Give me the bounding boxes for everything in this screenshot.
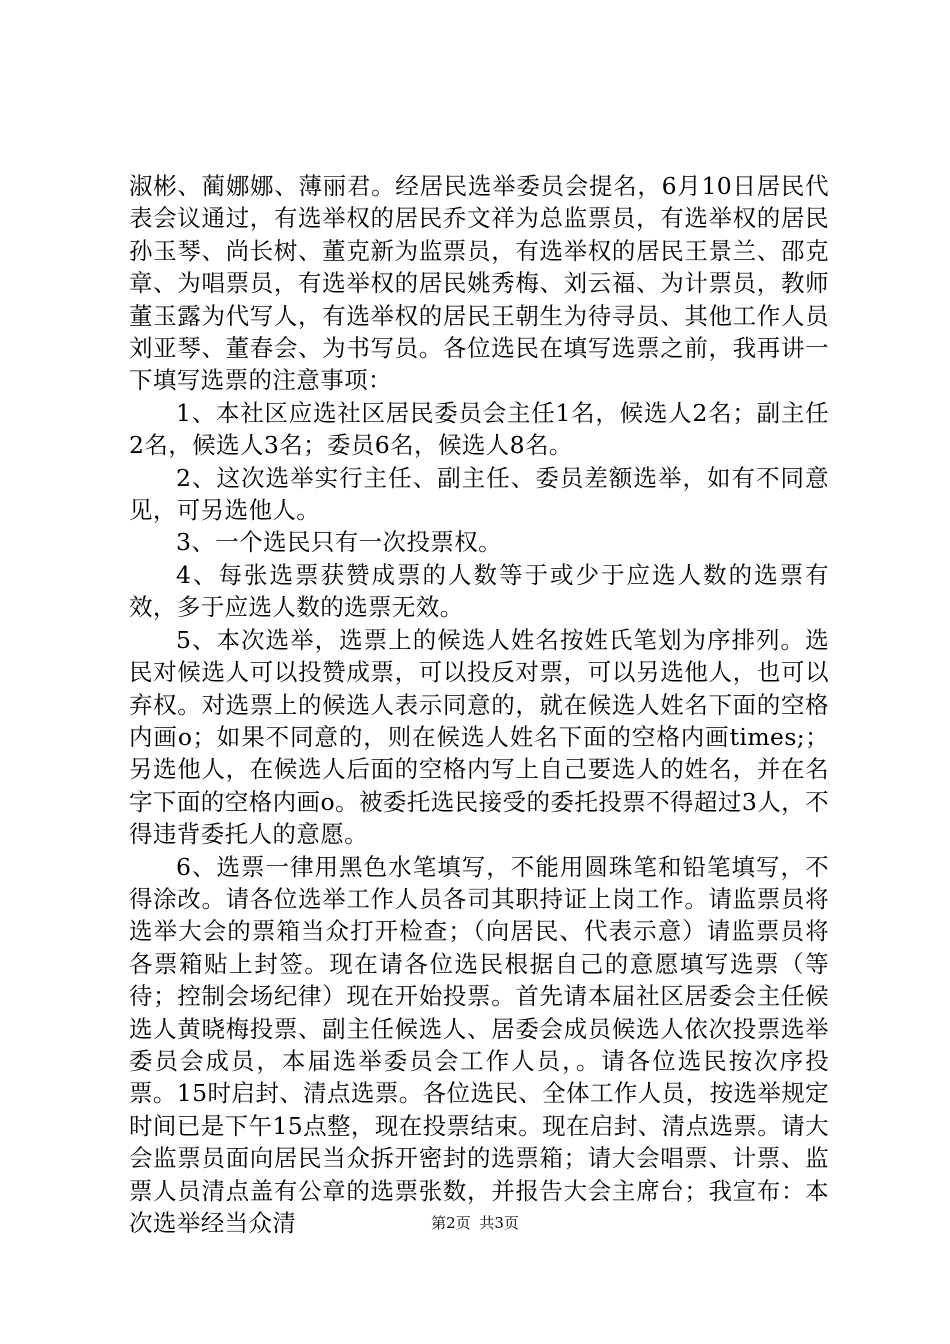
document-body (129, 170, 829, 1239)
paragraph-item-4: 4、每张选票获赞成票的人数等于或少于应选人数的选票有效，多于应选人数的选票无效。 (129, 560, 829, 622)
page-number-total: 共3页 (479, 1214, 519, 1232)
paragraph-intro: 淑彬、蔺娜娜、薄丽君。经居民选举委员会提名，6月10日居民代表会议通过，有选举权的居民乔文祥为总监票员，有选举权的居民孙玉琴、尚长树、董克新为监票员，有选举权的居民王景兰、邵克章、为唱票员，有选举权的居民姚秀梅、刘云福、为计票员，教师董玉露为代写人，有选举权的居民王朝生为待寻员、其他工作人员刘亚琴、董春会、为书写员。各位选民在填写选票之前，我再讲一下填写选票的注意事项： (129, 172, 829, 395)
page-number-current: 第2页 (431, 1214, 471, 1232)
page-footer (0, 1213, 950, 1233)
paragraph-item-5: 5、本次选举，选票上的候选人姓名按姓氏笔划为序排列。选民对候选人可以投赞成票，可以投反对票，可以另选他人，也可以弃权。对选票上的候选人表示同意的，就在候选人姓名下面的空格内画o；如果不同意的，则在候选人姓名下面的空格内画times;；另选他人，在候选人后面的空格内写上自己要选人的姓名，并在名字下面的空格内画o。被委托选民接受的委托投票不得超过3人，不得违背委托人的意愿。 (129, 625, 829, 849)
paragraph-item-1: 1、本社区应选社区居民委员会主任1名，候选人2名；副主任2名，候选人3名；委员6名，候选人8名。 (129, 398, 829, 460)
paragraph-item-6: 6、选票一律用黑色水笔填写，不能用圆珠笔和铅笔填写，不得涂改。请各位选举工作人员各司其职持证上岗工作。请监票员将选举大会的票箱当众打开检查；（向居民、代表示意）请监票员将各票箱贴上封签。现在请各位选民根据自己的意愿填写选票（等待；控制会场纪律）现在开始投票。首先请本届社区居委会主任候选人黄晓梅投票、副主任候选人、居委会成员候选人依次投票选举委员会成员，本届选举委员会工作人员，。请各位选民按次序投票。15时启封、清点选票。各位选民、全体工作人员，按选举规定时间已是下午15点整，现在投票结束。现在启封、清点选票。请大会监票员面向居民当众拆开密封的选票箱；请大会唱票、计票、监票人员清点盖有公章的选票张数，并报告大会主席台；我宣布：本次选举经当众清 (129, 852, 829, 1237)
paragraph-item-3: 3、一个选民只有一次投票权。 (176, 528, 503, 557)
paragraph-item-2: 2、这次选举实行主任、副主任、委员差额选举，如有不同意见，可另选他人。 (129, 463, 829, 525)
